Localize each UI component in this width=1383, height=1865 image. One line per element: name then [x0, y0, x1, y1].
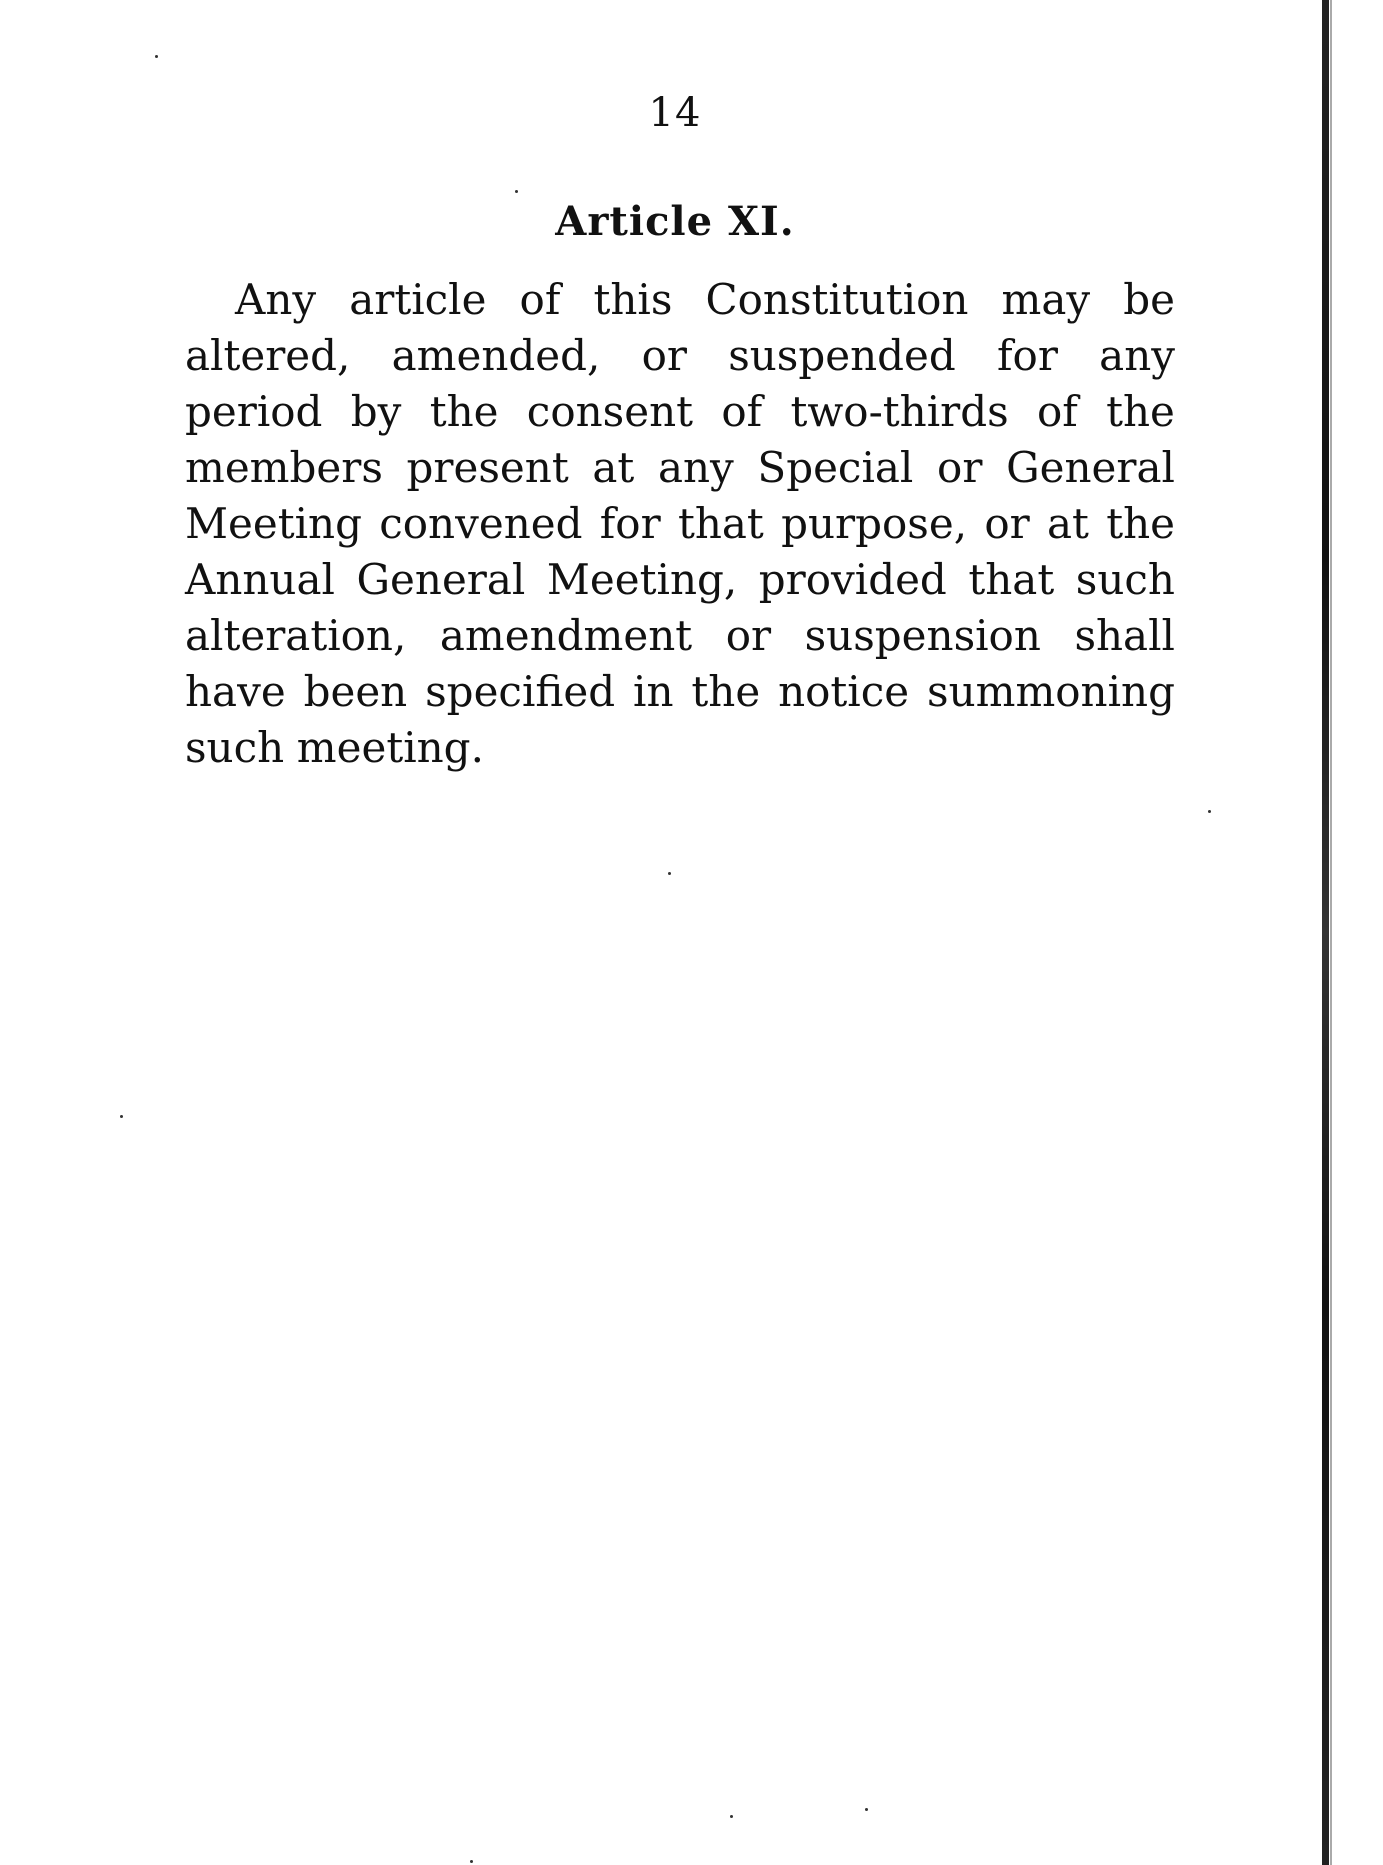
article-word: meeting.	[296, 723, 484, 772]
article-line	[185, 664, 1175, 720]
article-line	[185, 608, 1175, 664]
article-word: this	[593, 275, 673, 324]
article-word: in	[633, 667, 674, 716]
article-word: be	[1123, 275, 1175, 324]
article-word: that	[968, 555, 1055, 604]
article-word: been	[303, 667, 408, 716]
article-word: notice	[778, 667, 910, 716]
article-word: consent	[526, 387, 693, 436]
article-word: Annual	[185, 555, 335, 604]
article-word: or	[937, 443, 983, 492]
article-word: amended,	[391, 331, 601, 380]
article-line	[185, 720, 1175, 776]
article-word: convened	[379, 499, 583, 548]
article-word: the	[429, 387, 499, 436]
article-word: such	[1075, 555, 1175, 604]
scan-speck	[668, 872, 671, 875]
article-word: Meeting	[185, 499, 362, 548]
scan-speck	[865, 1808, 868, 1811]
article-word: or	[984, 499, 1030, 548]
article-word: alteration,	[185, 611, 407, 660]
article-word: have	[185, 667, 286, 716]
page-binding-shadow	[1330, 0, 1332, 1865]
article-body	[185, 272, 1175, 776]
article-word: for	[997, 331, 1058, 380]
article-word: provided	[758, 555, 947, 604]
article-word: Special	[757, 443, 914, 492]
article-word: General	[356, 555, 526, 604]
article-heading: Article XI.	[555, 198, 795, 245]
article-line	[185, 328, 1175, 384]
article-line	[185, 496, 1175, 552]
article-word: suspension	[804, 611, 1041, 660]
article-word: altered,	[185, 331, 351, 380]
article-word: members	[185, 443, 383, 492]
article-word: or	[725, 611, 772, 660]
article-word: the	[691, 667, 761, 716]
article-line	[185, 384, 1175, 440]
scan-speck	[120, 1115, 123, 1118]
article-word: by	[350, 387, 402, 436]
article-word: Meeting,	[546, 555, 738, 604]
article-word: for	[599, 499, 661, 548]
article-word: specified	[425, 667, 616, 716]
article-word: such	[185, 723, 285, 772]
article-word: article	[349, 275, 487, 324]
article-word: summoning	[927, 667, 1175, 716]
article-word: the	[1106, 499, 1175, 548]
article-word: or	[641, 331, 687, 380]
article-word: any	[1099, 331, 1175, 380]
article-word: of	[519, 275, 561, 324]
scan-speck	[1208, 810, 1211, 813]
article-word: any	[657, 443, 734, 492]
article-word: purpose,	[781, 499, 968, 548]
article-word: at	[592, 443, 635, 492]
article-word: suspended	[728, 331, 956, 380]
article-word: Constitution	[705, 275, 969, 324]
article-word: two-thirds	[790, 387, 1009, 436]
article-line	[185, 272, 1175, 328]
article-line	[185, 552, 1175, 608]
article-word: at	[1047, 499, 1089, 548]
scan-speck	[515, 190, 518, 193]
article-word: may	[1001, 275, 1091, 324]
page-number: 14	[648, 90, 702, 136]
page-binding-edge	[1322, 0, 1329, 1865]
article-word: amendment	[439, 611, 693, 660]
article-word: present	[406, 443, 569, 492]
article-word: of	[721, 387, 763, 436]
article-word: shall	[1074, 611, 1175, 660]
article-word: the	[1106, 387, 1175, 436]
scan-speck	[730, 1815, 733, 1818]
article-word: General	[1006, 443, 1175, 492]
article-word: period	[185, 387, 323, 436]
article-word: that	[677, 499, 764, 548]
article-line	[185, 440, 1175, 496]
scan-speck	[155, 55, 158, 58]
article-word: Any	[235, 275, 317, 324]
scan-speck	[470, 1860, 473, 1863]
article-word: of	[1036, 387, 1078, 436]
